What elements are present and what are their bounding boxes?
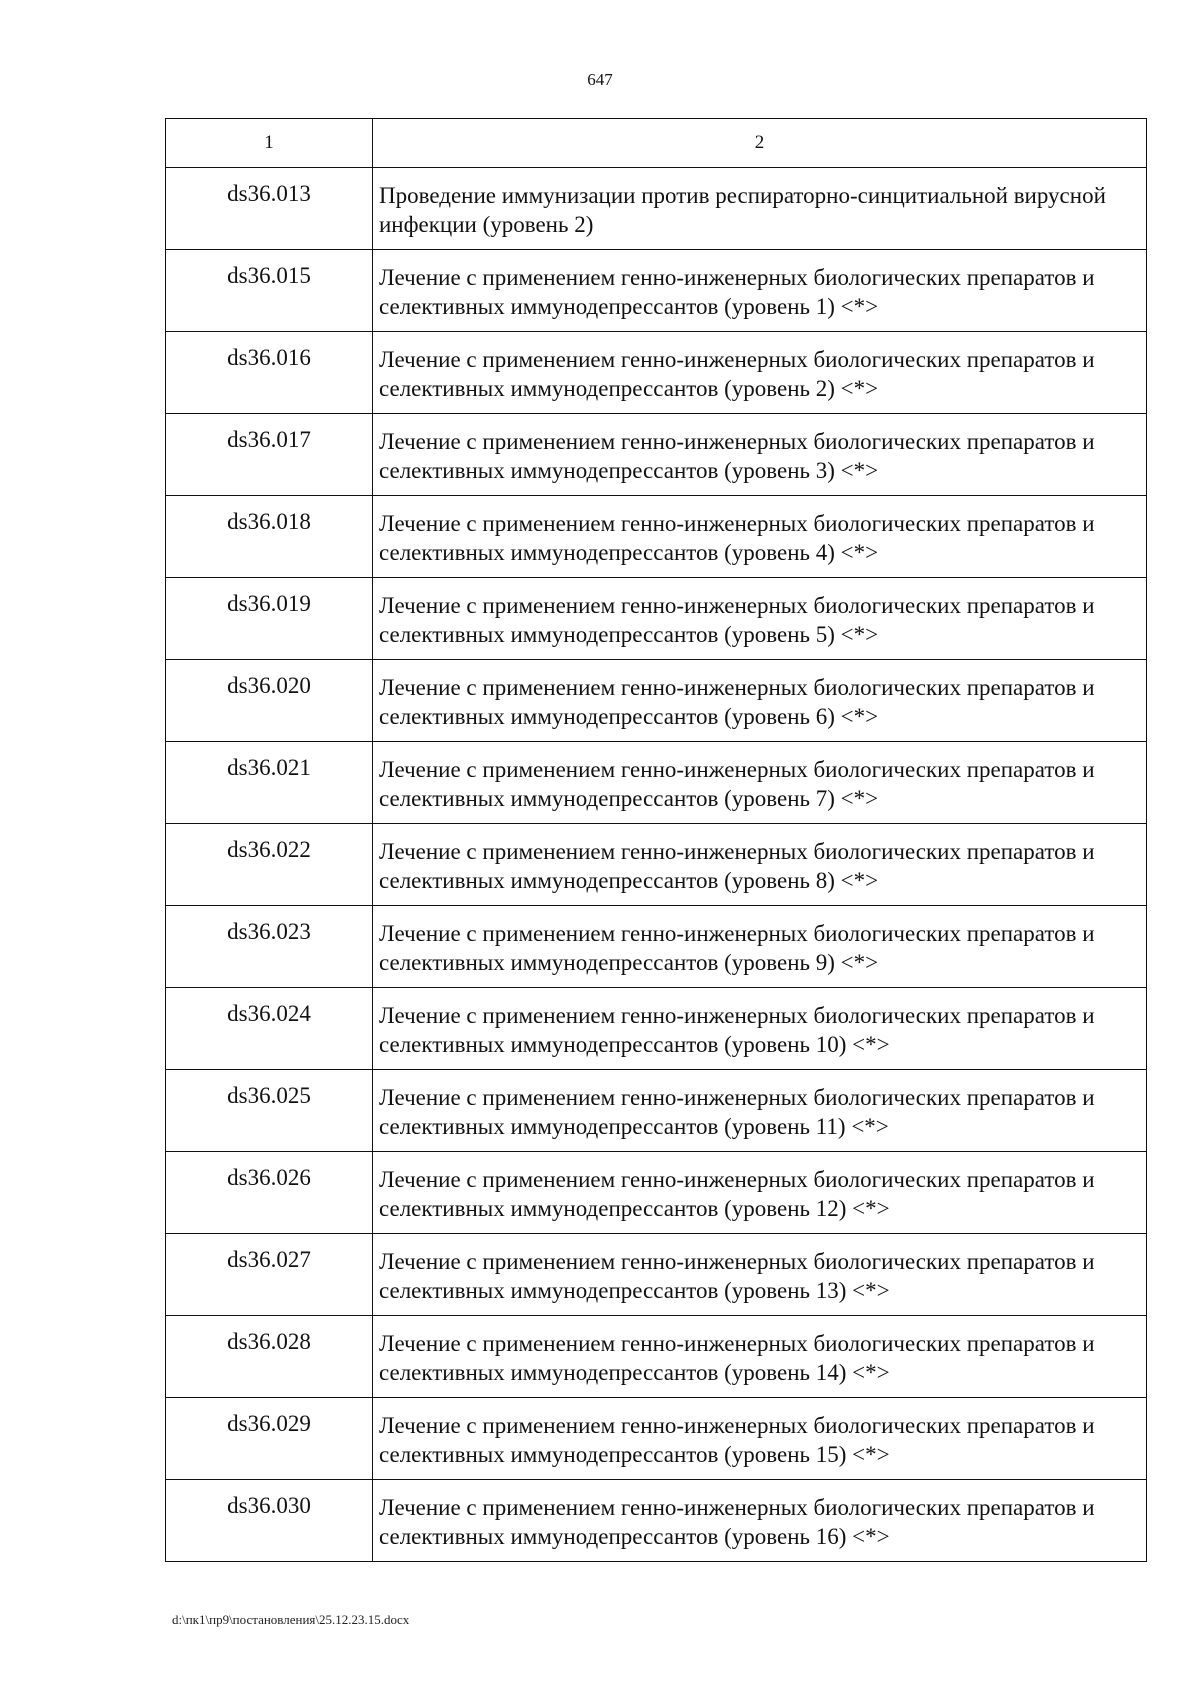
row-code: ds36.019 (166, 578, 373, 660)
row-code: ds36.023 (166, 906, 373, 988)
table-row (166, 250, 1147, 332)
row-code: ds36.021 (166, 742, 373, 824)
table-row (166, 1398, 1147, 1480)
table-row (166, 496, 1147, 578)
row-code: ds36.016 (166, 332, 373, 414)
row-description: Лечение с применением генно-инженерных биологических препаратов и селективных иммунодепрессантов (уровень 14) <*> (373, 1316, 1147, 1398)
table-row (166, 742, 1147, 824)
tariff-table (165, 118, 1147, 1562)
table-row (166, 1152, 1147, 1234)
row-description: Лечение с применением генно-инженерных биологических препаратов и селективных иммунодепрессантов (уровень 4) <*> (373, 496, 1147, 578)
table-row (166, 824, 1147, 906)
column-header-1: 1 (166, 119, 373, 168)
row-code: ds36.025 (166, 1070, 373, 1152)
row-description: Лечение с применением генно-инженерных биологических препаратов и селективных иммунодепрессантов (уровень 11) <*> (373, 1070, 1147, 1152)
row-description: Лечение с применением генно-инженерных биологических препаратов и селективных иммунодепрессантов (уровень 15) <*> (373, 1398, 1147, 1480)
table-row (166, 578, 1147, 660)
row-code: ds36.020 (166, 660, 373, 742)
row-code: ds36.017 (166, 414, 373, 496)
footer-file-path: d:\пк1\пр9\постановления\25.12.23.15.docx (172, 1612, 410, 1627)
row-code: ds36.026 (166, 1152, 373, 1234)
table-row (166, 1480, 1147, 1562)
row-description: Лечение с применением генно-инженерных биологических препаратов и селективных иммунодепрессантов (уровень 9) <*> (373, 906, 1147, 988)
row-description: Проведение иммунизации против респираторно-синцитиальной вирусной инфекции (уровень 2) (373, 168, 1147, 250)
row-code: ds36.027 (166, 1234, 373, 1316)
row-description: Лечение с применением генно-инженерных биологических препаратов и селективных иммунодепрессантов (уровень 8) <*> (373, 824, 1147, 906)
page-number: 647 (587, 70, 613, 89)
row-description: Лечение с применением генно-инженерных биологических препаратов и селективных иммунодепрессантов (уровень 12) <*> (373, 1152, 1147, 1234)
row-code: ds36.028 (166, 1316, 373, 1398)
table-row (166, 168, 1147, 250)
row-description: Лечение с применением генно-инженерных биологических препаратов и селективных иммунодепрессантов (уровень 13) <*> (373, 1234, 1147, 1316)
row-description: Лечение с применением генно-инженерных биологических препаратов и селективных иммунодепрессантов (уровень 16) <*> (373, 1480, 1147, 1562)
row-code: ds36.018 (166, 496, 373, 578)
table-row (166, 1316, 1147, 1398)
table-row (166, 660, 1147, 742)
row-code: ds36.015 (166, 250, 373, 332)
row-description: Лечение с применением генно-инженерных биологических препаратов и селективных иммунодепрессантов (уровень 3) <*> (373, 414, 1147, 496)
table-row (166, 414, 1147, 496)
table-row (166, 1070, 1147, 1152)
row-description: Лечение с применением генно-инженерных биологических препаратов и селективных иммунодепрессантов (уровень 2) <*> (373, 332, 1147, 414)
row-description: Лечение с применением генно-инженерных биологических препаратов и селективных иммунодепрессантов (уровень 1) <*> (373, 250, 1147, 332)
table-row (166, 906, 1147, 988)
table-header-row (166, 119, 1147, 168)
table-row (166, 988, 1147, 1070)
row-description: Лечение с применением генно-инженерных биологических препаратов и селективных иммунодепрессантов (уровень 5) <*> (373, 578, 1147, 660)
table-row (166, 1234, 1147, 1316)
row-code: ds36.022 (166, 824, 373, 906)
row-code: ds36.024 (166, 988, 373, 1070)
column-header-2: 2 (373, 119, 1147, 168)
row-code: ds36.029 (166, 1398, 373, 1480)
row-code: ds36.013 (166, 168, 373, 250)
row-description: Лечение с применением генно-инженерных биологических препаратов и селективных иммунодепрессантов (уровень 7) <*> (373, 742, 1147, 824)
row-code: ds36.030 (166, 1480, 373, 1562)
row-description: Лечение с применением генно-инженерных биологических препаратов и селективных иммунодепрессантов (уровень 10) <*> (373, 988, 1147, 1070)
table-row (166, 332, 1147, 414)
row-description: Лечение с применением генно-инженерных биологических препаратов и селективных иммунодепрессантов (уровень 6) <*> (373, 660, 1147, 742)
